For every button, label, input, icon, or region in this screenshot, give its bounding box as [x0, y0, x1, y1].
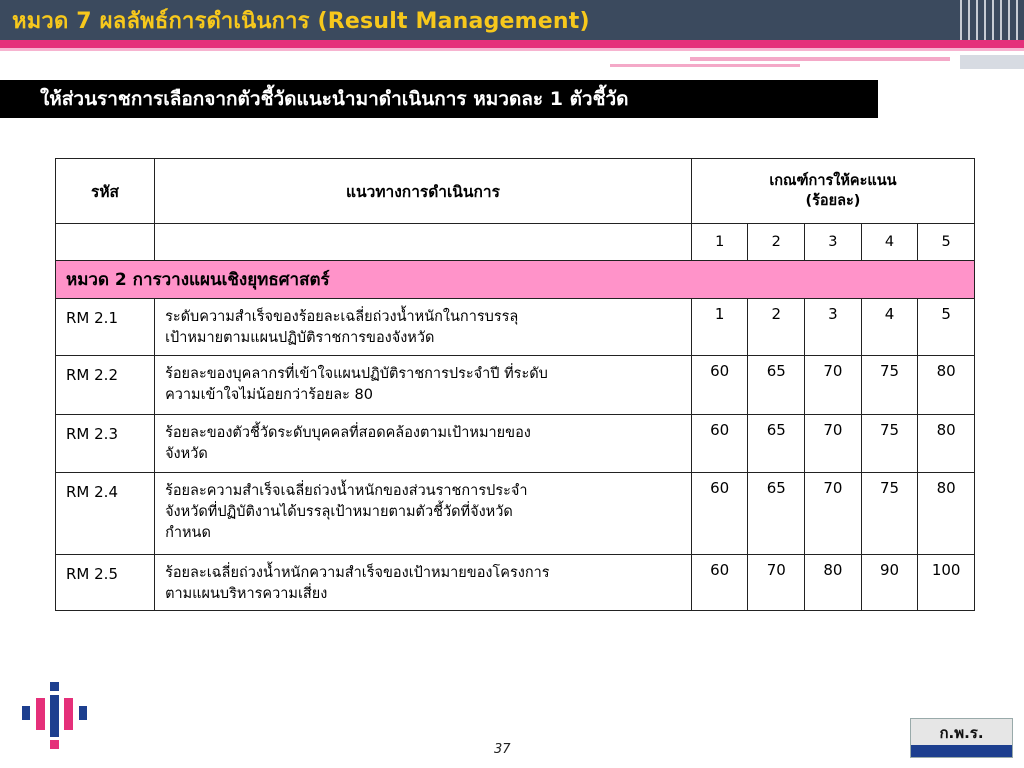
row-description	[155, 473, 692, 555]
row-code: RM 2.5	[56, 555, 155, 611]
header-code: รหัส	[56, 159, 155, 224]
score-cell: 65	[748, 356, 805, 415]
row-code: RM 2.4	[56, 473, 155, 555]
table-row	[56, 299, 975, 356]
row-description-line: จังหวัดที่ปฏิบัติงานได้บรรลุเป้าหมายตามตัวชี้วัดที่จังหวัด	[165, 504, 513, 520]
row-description-line: ร้อยละเฉลี่ยถ่วงน้ำหนักความสำเร็จของเป้าหมายของโครงการ	[165, 565, 550, 581]
level-cell: 2	[748, 224, 805, 261]
score-cell: 75	[861, 356, 918, 415]
row-description	[155, 555, 692, 611]
opdc-logo-bar	[911, 745, 1012, 757]
score-cell: 75	[861, 473, 918, 555]
score-cell: 65	[748, 473, 805, 555]
score-cell: 70	[748, 555, 805, 611]
score-cell: 80	[918, 473, 975, 555]
level-number-row	[56, 224, 975, 261]
score-cell: 60	[691, 473, 748, 555]
score-cell: 70	[805, 473, 862, 555]
score-cell: 75	[861, 415, 918, 473]
kpi-table	[55, 158, 975, 611]
row-description-line: ร้อยละความสำเร็จเฉลี่ยถ่วงน้ำหนักของส่วนราชการประจำ	[165, 483, 528, 499]
score-cell: 80	[805, 555, 862, 611]
score-cell: 65	[748, 415, 805, 473]
score-cell: 4	[861, 299, 918, 356]
level-cell: 3	[805, 224, 862, 261]
row-description	[155, 415, 692, 473]
table-row	[56, 356, 975, 415]
row-description-line: ตามแผนบริหารความเสี่ยง	[165, 586, 328, 602]
header-stripes-decoration	[954, 0, 1024, 40]
row-description-line: ร้อยละของตัวชี้วัดระดับบุคคลที่สอดคล้องตามเป้าหมายของ	[165, 425, 531, 441]
row-description-line: ระดับความสำเร็จของร้อยละเฉลี่ยถ่วงน้ำหนักในการบรรลุ	[165, 309, 519, 325]
slide-header	[0, 0, 1024, 40]
level-cell: 4	[861, 224, 918, 261]
empty-cell	[155, 224, 692, 261]
category-row	[56, 261, 975, 299]
row-description-line: ความเข้าใจไม่น้อยกว่าร้อยละ 80	[165, 387, 373, 403]
score-cell: 60	[691, 356, 748, 415]
table-row	[56, 415, 975, 473]
row-code: RM 2.3	[56, 415, 155, 473]
score-cell: 3	[805, 299, 862, 356]
header-accent-line	[0, 48, 1024, 51]
score-cell: 80	[918, 356, 975, 415]
header-approach: แนวทางการดำเนินการ	[155, 159, 692, 224]
opdc-emblem-icon	[12, 680, 98, 754]
score-cell: 70	[805, 415, 862, 473]
score-cell: 2	[748, 299, 805, 356]
score-cell: 60	[691, 415, 748, 473]
table-row	[56, 473, 975, 555]
level-cell: 5	[918, 224, 975, 261]
header-criteria-line1: เกณฑ์การให้คะแนน	[769, 173, 897, 189]
row-description	[155, 299, 692, 356]
score-cell: 1	[691, 299, 748, 356]
slide-title: หมวด 7 ผลลัพธ์การดำเนินการ (Result Management)	[12, 9, 590, 34]
row-description-line: จังหวัด	[165, 446, 208, 462]
score-cell: 70	[805, 356, 862, 415]
header-criteria	[691, 159, 974, 224]
row-description	[155, 356, 692, 415]
table-row	[56, 555, 975, 611]
decor-block	[960, 55, 1024, 69]
score-cell: 80	[918, 415, 975, 473]
level-cell: 1	[691, 224, 748, 261]
row-description-line: กำหนด	[165, 525, 211, 541]
category-label: หมวด 2 การวางแผนเชิงยุทธศาสตร์	[56, 261, 975, 299]
row-description-line: ร้อยละของบุคลากรที่เข้าใจแผนปฏิบัติราชการประจำปี ที่ระดับ	[165, 366, 548, 382]
score-cell: 100	[918, 555, 975, 611]
score-cell: 60	[691, 555, 748, 611]
score-cell: 5	[918, 299, 975, 356]
subtitle-banner: ให้ส่วนราชการเลือกจากตัวชี้วัดแนะนำมาดำเนินการ หมวดละ 1 ตัวชี้วัด	[0, 80, 878, 118]
row-code: RM 2.1	[56, 299, 155, 356]
opdc-logo-text: ก.พ.ร.	[939, 724, 984, 742]
kpi-table-container	[55, 158, 975, 611]
header-accent-bar	[0, 40, 1024, 48]
row-code: RM 2.2	[56, 356, 155, 415]
empty-cell	[56, 224, 155, 261]
page-number: 37	[494, 742, 511, 757]
score-cell: 90	[861, 555, 918, 611]
row-description-line: เป้าหมายตามแผนปฏิบัติราชการของจังหวัด	[165, 330, 435, 346]
decor-line	[690, 57, 950, 61]
table-header-row	[56, 159, 975, 224]
header-criteria-line2: (ร้อยละ)	[805, 193, 861, 209]
opdc-logo-icon	[910, 718, 1013, 758]
decor-line	[610, 64, 800, 67]
